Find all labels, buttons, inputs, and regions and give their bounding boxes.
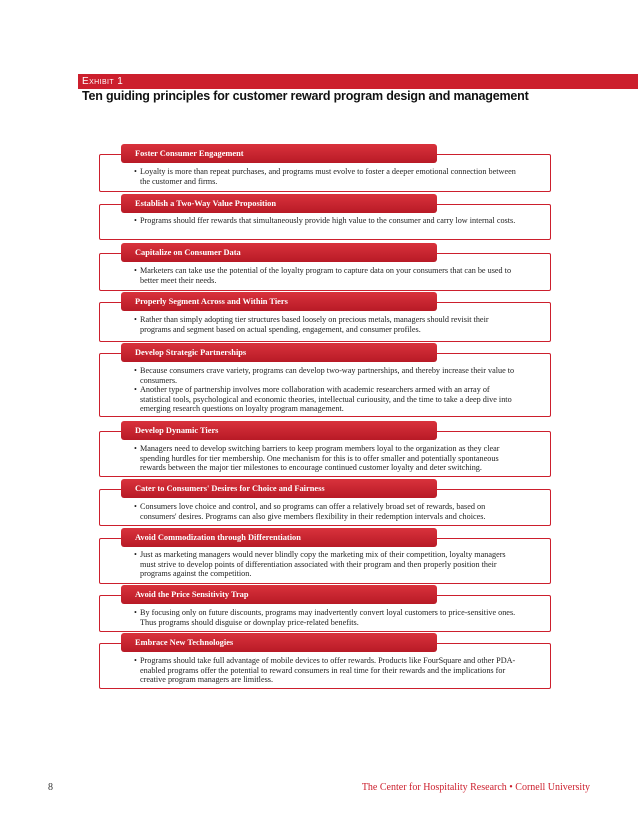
principle-bullets — [134, 167, 521, 186]
exhibit-title: Ten guiding principles for customer reward program design and management — [82, 89, 529, 103]
principle-heading: Properly Segment Across and Within Tiers — [121, 292, 437, 311]
footer-credit: The Center for Hospitality Research • Cornell University — [361, 782, 590, 793]
principle-heading: Cater to Consumers' Desires for Choice and Fairness — [121, 479, 437, 498]
principle-bullets — [134, 315, 521, 334]
bullet-item: • Loyalty is more than repeat purchases, and programs must evolve to foster a deeper emotional connection between the customer and firms. — [134, 167, 516, 186]
principle-bullets — [134, 502, 521, 521]
principle-heading: Develop Strategic Partnerships — [121, 343, 437, 362]
bullet-item: • Rather than simply adopting tier structures based loosely on precious metals, managers should revisit their programs and segment based on actual spending, engagement, and consumer profiles. — [134, 315, 489, 334]
principle-bullets — [134, 550, 521, 579]
bullet-item: • Another type of partnership involves more collaboration with academic researchers armed with an array of statistical tools, psychological and economic theories, intellectual curiousity, and the time to take a deep dive into emerging research questions on loyalty program management. — [134, 385, 512, 414]
bullet-item: • Consumers love choice and control, and so programs can offer a relatively broad set of rewards, based on consumers' desires. Programs can also give members flexibility in their redemption intervals and choices. — [134, 502, 486, 521]
principle-bullets — [134, 266, 521, 285]
principle-heading: Capitalize on Consumer Data — [121, 243, 437, 262]
bullet-item: • Programs should ffer rewards that simultaneously provide high value to the consumer and carry low internal costs. — [134, 216, 516, 225]
exhibit-label: Exhibit 1 — [82, 76, 124, 87]
principle-heading: Foster Consumer Engagement — [121, 144, 437, 163]
principle-bullets — [134, 656, 521, 685]
principle-bullets — [134, 608, 521, 627]
principle-heading: Develop Dynamic Tiers — [121, 421, 437, 440]
bullet-item: • Marketers can take use the potential of the loyalty program to capture data on your consumers that can be used to better meet their needs. — [134, 266, 512, 285]
principle-bullets — [134, 366, 521, 414]
principle-heading: Embrace New Technologies — [121, 633, 437, 652]
bullet-item: • Programs should take full advantage of mobile devices to offer rewards. Products like FourSquare and other PDA-enabled programs offer the potential to reward consumers in real time for their rewards and the implications for creative program managers are limitless. — [134, 656, 516, 685]
principle-bullets — [134, 444, 521, 473]
principle-heading: Avoid Commodization through Differentiation — [121, 528, 437, 547]
principle-bullets — [134, 216, 521, 226]
bullet-item: • Just as marketing managers would never blindly copy the marketing mix of their competition, loyalty managers must strive to develop points of differentiation associated with their program and then properly position their programs against the competition. — [134, 550, 506, 579]
bullet-item: • Because consumers crave variety, programs can develop two-way partnerships, and thereby increase their value to consumers. — [134, 366, 515, 385]
exhibit-header-bar — [78, 74, 638, 89]
bullet-item: • Managers need to develop switching barriers to keep program members loyal to the organization as they clear spending hurdles for tier membership. One mechanism for this is to offer smaller and potentially spontaneous rewards between the major tier milestones to encourage continued customer loyalty and deter switching. — [134, 444, 500, 473]
page-number: 8 — [48, 782, 53, 793]
bullet-item: • By focusing only on future discounts, programs may inadvertently convert loyal customers to price-sensitive ones. Thus programs should disguise or downplay price-related benefits. — [134, 608, 516, 627]
principle-heading: Establish a Two-Way Value Proposition — [121, 194, 437, 213]
principle-heading: Avoid the Price Sensitivity Trap — [121, 585, 437, 604]
